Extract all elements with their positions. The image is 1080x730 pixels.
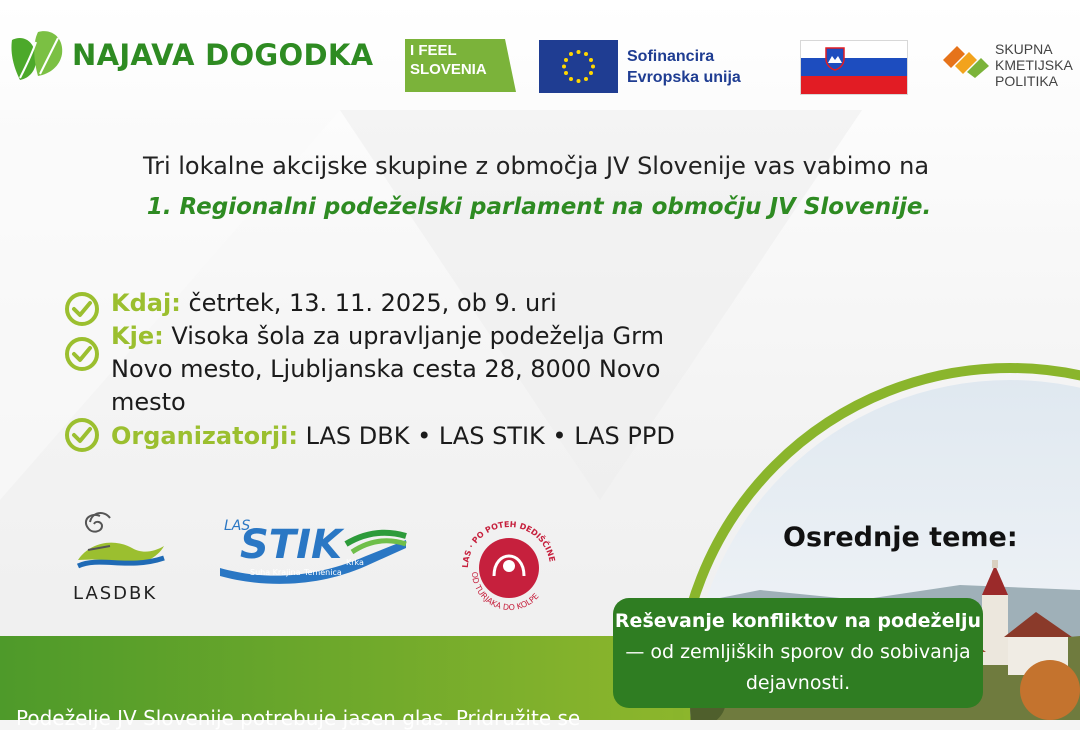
when-value: četrtek, 13. 11. 2025, ob 9. uri	[188, 289, 557, 317]
intro-text: Tri lokalne akcijske skupine z območja JV Slovenije vas vabimo na	[142, 152, 930, 180]
stik-place-2: Temenica	[304, 568, 342, 577]
topic-bold: Reševanje konfliktov na podeželju	[614, 610, 982, 632]
when-label: Kdaj:	[111, 289, 181, 317]
where-label: Kje:	[111, 322, 164, 350]
brand-title: NAJAVA DOGODKA	[72, 38, 374, 72]
ppd-top-text: LAS · PO POTEH DEDIŠČINE	[460, 519, 557, 569]
stik-wordmark: STIK	[240, 522, 342, 568]
eu-line1: Sofinancira	[627, 48, 715, 65]
where-value-line3: mesto	[111, 388, 186, 416]
kmet-line1: SKUPNA	[995, 41, 1053, 57]
organizers-label: Organizatorji:	[111, 422, 298, 450]
ppd-bottom-text: OD TURJAKA DO KOLPE	[469, 571, 541, 613]
stik-place-1: Suha Krajina	[250, 568, 301, 577]
kmet-line2: KMETIJSKA	[995, 57, 1073, 73]
where-value-line2: Novo mesto, Ljubljanska cesta 28, 8000 Novo	[111, 355, 661, 383]
topic-rest: — od zemljiških sporov do sobivanja dejavnosti.	[625, 641, 971, 694]
event-headline: 1. Regionalni podeželski parlament na območju JV Slovenije.	[146, 194, 932, 220]
kmet-line3: POLITIKA	[995, 73, 1059, 89]
i-feel-line2: SLOVENIA	[410, 61, 487, 78]
eu-line2: Evropska unija	[627, 69, 741, 86]
where-value-line1: Visoka šola za upravljanje podeželja Grm	[171, 322, 664, 350]
topics-title: Osrednje teme:	[783, 522, 1018, 553]
i-feel-line1: I FEEL	[410, 42, 457, 59]
stik-place-3: Krka	[346, 558, 364, 567]
footer-text: Podeželje JV Slovenije potrebuje jasen glas. Pridružite se	[16, 706, 581, 730]
las-dbk-text: LASDBK	[73, 583, 158, 604]
topic-text	[613, 606, 983, 699]
stik-las-small: LAS	[224, 518, 251, 534]
organizers-value: LAS DBK • LAS STIK • LAS PPD	[305, 422, 675, 450]
